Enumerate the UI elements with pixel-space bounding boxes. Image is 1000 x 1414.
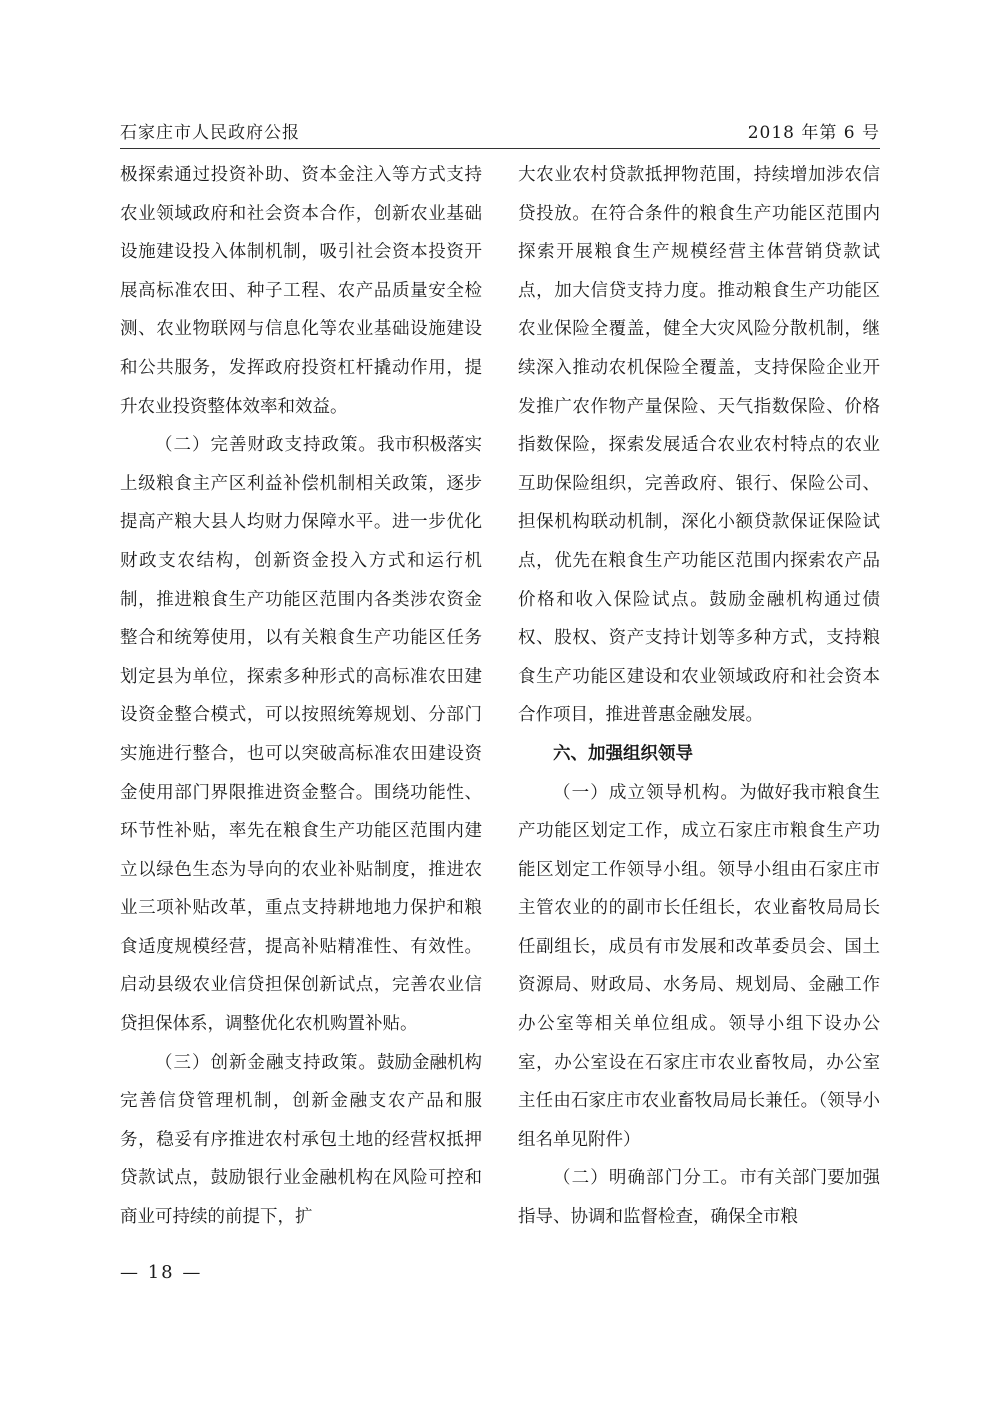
subsection-title: （二）完善财政支持政策。 (155, 435, 377, 456)
paragraph (518, 1159, 880, 1236)
subsection-title: （二）明确部门分工。 (553, 1168, 740, 1189)
paragraph (120, 1044, 482, 1237)
subsection-title: （三）创新金融支持政策。 (155, 1052, 377, 1073)
page-header (120, 118, 880, 148)
paragraph (518, 774, 880, 1160)
paragraph-body: 鼓励金融机构完善信贷管理机制，创新金融支农产品和服务，稳妥有序推进农村承包土地的经营权抵押贷款试点，鼓励银行业金融机构在风险可控和商业可持续的前提下，扩 (120, 1052, 482, 1228)
paragraph: 极探索通过投资补助、资本金注入等方式支持农业领域政府和社会资本合作，创新农业基础设施建设投入体制机制，吸引社会资本投资开展高标准农田、种子工程、农产品质量安全检测、农业物联网与信息化等农业基础设施建设和公共服务，发挥政府投资杠杆撬动作用，提升农业投资整体效率和效益。 (120, 165, 482, 417)
left-column (120, 156, 482, 1237)
section-heading: 六、加强组织领导 (553, 743, 693, 764)
right-column (518, 156, 880, 1237)
header-rule (120, 148, 880, 149)
page-number: — 18 — (120, 1262, 203, 1283)
issue-number: 2018 年第 6 号 (747, 123, 880, 143)
subsection-title: （一）成立领导机构。 (553, 782, 740, 803)
publication-title: 石家庄市人民政府公报 (120, 123, 300, 143)
paragraph: 大农业农村贷款抵押物范围，持续增加涉农信贷投放。在符合条件的粮食生产功能区范围内探索开展粮食生产规模经营主体营销贷款试点，加大信贷支持力度。推动粮食生产功能区农业保险全覆盖，健全大灾风险分散机制，继续深入推动农机保险全覆盖，支持保险企业开发推广农作物产量保险、天气指数保险、价格指数保险，探索发展适合农业农村特点的农业互助保险组织，完善政府、银行、保险公司、担保机构联动机制，深化小额贷款保证保险试点，优先在粮食生产功能区范围内探索农产品价格和收入保险试点。鼓励金融机构通过债权、股权、资产支持计划等多种方式，支持粮食生产功能区建设和农业领域政府和社会资本合作项目，推进普惠金融发展。 (518, 165, 880, 726)
paragraph-body: 为做好我市粮食生产功能区划定工作，成立石家庄市粮食生产功能区划定工作领导小组。领导小组由石家庄市主管农业的的副市长任组长，农业畜牧局局长任副组长，成员有市发展和改革委员会、国土资源局、财政局、水务局、规划局、金融工作办公室等相关单位组成。领导小组下设办公室，办公室设在石家庄市农业畜牧局，办公室主任由石家庄市农业畜牧局局长兼任。（领导小组名单见附件） (518, 782, 881, 1150)
paragraph-body: 我市积极落实上级粮食主产区利益补偿机制相关政策，逐步提高产粮大县人均财力保障水平。进一步优化财政支农结构，创新资金投入方式和运行机制，推进粮食生产功能区范围内各类涉农资金整合和统筹使用，以有关粮食生产功能区任务划定县为单位，探索多种形式的高标准农田建设资金整合模式，可以按照统筹规划、分部门实施进行整合，也可以突破高标准农田建设资金使用部门界限推进资金整合。围绕功能性、环节性补贴，率先在粮食生产功能区范围内建立以绿色生态为导向的农业补贴制度，推进农业三项补贴改革，重点支持耕地地力保护和粮食适度规模经营，提高补贴精准性、有效性。启动县级农业信贷担保创新试点，完善农业信贷担保体系，调整优化农机购置补贴。 (120, 435, 482, 1035)
paragraph (120, 426, 482, 1044)
paragraph-body: 市有关部门要加强指导、协调和监督检查，确保全市粮 (518, 1168, 881, 1228)
